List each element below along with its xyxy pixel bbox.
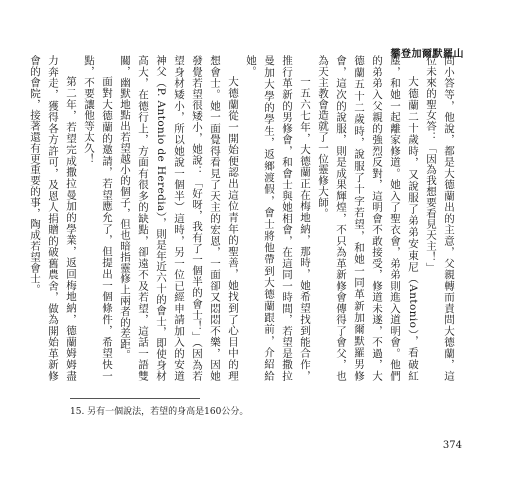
paragraph: 大德蘭二十歲時，又說服了弟弟安東尼（Antonio），看破紅塵，和她一起離家修道。她入了聖衣會，弟弟則進入道明會。他們的弟弟入父親的強烈反對，這明會不敢接受，修道未遂，不過，大德蘭五十二歲時，說服了十字若望，和她一同革新加爾默羅男修會，這次的說服，則是成果輝煌，不只為革新修會傳得了會父，也為天主教會造就了一位靈修大師。 [317, 55, 419, 381]
paragraph: 問小答等，他說，都是大德蘭出的主意，父親轉而責問大德蘭，這位未來的聖女答：「因為我想要看見天主！」 [425, 55, 455, 381]
paragraph: 第二年，若望完成撒拉曼加的學業，返回梅地納，德蘭姆姆盡力奔走，獲得各方許可，及恩人捐贈的破舊農舍，做為開始革新修會的會院，接著還有更重要的事，陶成若望會士。 [29, 55, 77, 381]
paragraph: 面對大德蘭的邀請，若望應允了，但提出一個條件，希望快一點，不要讓他等太久！ [83, 55, 113, 381]
page-header-title: 攀登加爾默羅山 [390, 49, 464, 60]
paragraph: 一五六七年，大德蘭正在梅地納，那時，她希望找到能合作，推行革新的男修會，和會士與她相會，在這同一時間，若望是撒拉曼加大學的學生，返鄉渡假，會士將他帶到大德蘭跟前，介紹給她。 [245, 55, 311, 381]
footnote-divider [70, 398, 200, 399]
footnote: 15. 另有一個說法，若望的身高是160公分。 [70, 407, 249, 417]
body-text [29, 55, 458, 381]
page-number: 374 [442, 440, 462, 451]
paragraph: 大德蘭從一開始便認出這位青年的聖善，她找到了心目中的理想會士。她一面覺得看見了天主的宏恩，一面卻又悶悶不樂，因她發覺若望很矮小，她說：「好呀，我有了一個半的會士！」（因為若望身材矮小，所以她說一個半）這時，另一位已經申請加入的安道神父（P. Antonio de Heredia），則是年近六十的會士，即使身材高大，在德行上，方面有很多的缺點，卻遠不及若望，這話一語雙關，幽默地點出若望越小的個子，但也暗指靈修上兩者的差距。 [119, 55, 239, 381]
